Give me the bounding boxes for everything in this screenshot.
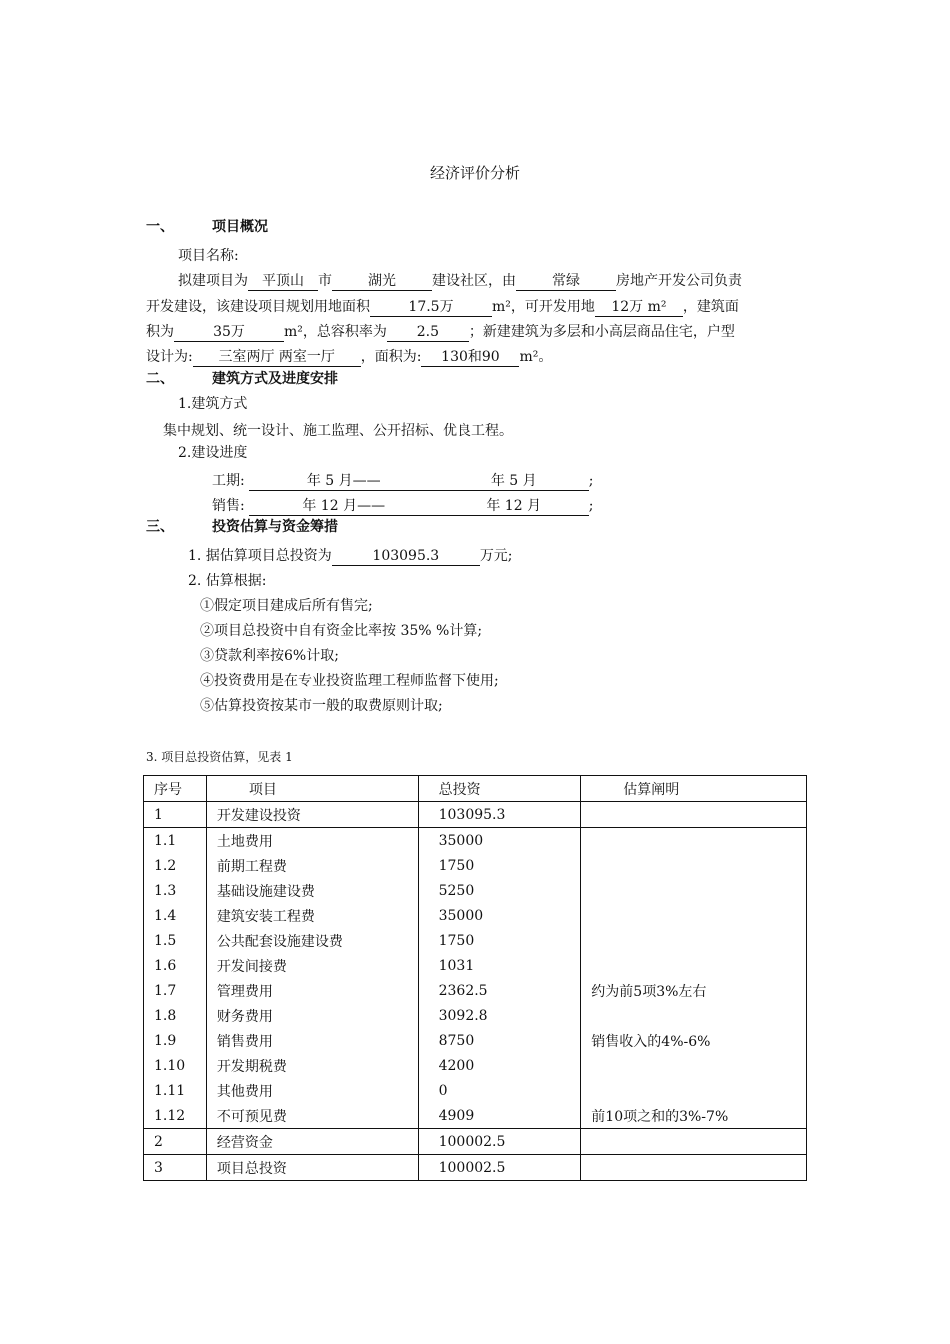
row-number-cell: 1 xyxy=(144,802,207,828)
row-number-cell: 1.7 xyxy=(144,978,207,1003)
developer-field: 常绿 xyxy=(516,272,616,291)
investment-cell: 100002.5 xyxy=(418,1155,581,1181)
sales-period-start: 年 12 月—— xyxy=(249,497,439,516)
note-cell xyxy=(581,853,807,878)
investment-cell: 103095.3 xyxy=(418,802,581,828)
table-row xyxy=(144,802,807,828)
item-name-cell: 其他费用 xyxy=(206,1078,418,1103)
header-cell: 项目 xyxy=(206,776,418,802)
investment-cell: 1750 xyxy=(418,928,581,953)
row-number-cell: 1.10 xyxy=(144,1053,207,1078)
note-cell: 前10项之和的3%-7% xyxy=(581,1103,807,1129)
estimation-basis-heading: 2. 估算根据: xyxy=(188,573,267,589)
section-3-number: 三、 xyxy=(146,519,174,535)
row-number-cell: 3 xyxy=(144,1155,207,1181)
note-cell xyxy=(581,878,807,903)
note-cell: 约为前5项3%左右 xyxy=(581,978,807,1003)
table-row xyxy=(144,1155,807,1181)
section-1-number: 一、 xyxy=(146,219,174,235)
row-number-cell: 1.8 xyxy=(144,1003,207,1028)
developable-land-field: 12万 m² xyxy=(595,298,683,317)
item-name-cell: 经营资金 xyxy=(206,1129,418,1155)
basis-item-2: ②项目总投资中自有资金比率按 35% %计算; xyxy=(200,623,483,639)
item-name-cell: 开发建设投资 xyxy=(206,802,418,828)
construction-period-start: 年 5 月—— xyxy=(249,472,439,491)
header-cell: 估算阐明 xyxy=(581,776,807,802)
row-number-cell: 1.3 xyxy=(144,878,207,903)
page-title: 经济评价分析 xyxy=(429,164,520,182)
item-name-cell: 开发间接费 xyxy=(206,953,418,978)
basis-item-4: ④投资费用是在专业投资监理工程师监督下使用; xyxy=(200,673,499,689)
table-caption: 3. 项目总投资估算，见表 1 xyxy=(146,750,293,764)
section-1-heading: 项目概况 xyxy=(212,219,268,235)
row-number-cell: 1.2 xyxy=(144,853,207,878)
table-row xyxy=(144,1103,807,1129)
header-cell: 总投资 xyxy=(418,776,581,802)
construction-period-end: 年 5 月 xyxy=(439,472,589,491)
basis-item-1: ①假定项目建成后所有售完; xyxy=(200,598,373,614)
note-cell xyxy=(581,802,807,828)
investment-cell: 2362.5 xyxy=(418,978,581,1003)
note-cell xyxy=(581,953,807,978)
row-number-cell: 1.4 xyxy=(144,903,207,928)
section-2-heading: 建筑方式及进度安排 xyxy=(212,371,338,387)
investment-cell: 3092.8 xyxy=(418,1003,581,1028)
basis-item-5: ⑤估算投资按某市一般的取费原则计取; xyxy=(200,698,443,714)
row-number-cell: 1.11 xyxy=(144,1078,207,1103)
building-area-field: 35万 xyxy=(174,323,284,342)
table-header-row xyxy=(144,776,807,802)
basis-item-3: ③贷款利率按6%计取; xyxy=(200,648,339,664)
table-row xyxy=(144,878,807,903)
table-row xyxy=(144,1129,807,1155)
sales-period-row: 销售: 年 12 月—— 年 12 月 ; xyxy=(212,498,594,514)
sales-period-end: 年 12 月 xyxy=(439,497,589,516)
project-paragraph-line-3: 积为 35万 m²，总容积率为 2.5 ；新建建筑为多层和小高层商品住宅，户型 xyxy=(146,324,735,340)
investment-cell: 35000 xyxy=(418,828,581,854)
table-row xyxy=(144,903,807,928)
row-number-cell: 1.5 xyxy=(144,928,207,953)
item-name-cell: 财务费用 xyxy=(206,1003,418,1028)
table-row xyxy=(144,1003,807,1028)
item-name-cell: 建筑安装工程费 xyxy=(206,903,418,928)
investment-cell: 4909 xyxy=(418,1103,581,1129)
note-cell xyxy=(581,1053,807,1078)
row-number-cell: 1.9 xyxy=(144,1028,207,1053)
row-number-cell: 1.1 xyxy=(144,828,207,854)
project-paragraph-line-4: 设计为: 三室两厅 两室一厅 ，面积为: 130和90 m²。 xyxy=(146,349,553,365)
row-number-cell: 1.6 xyxy=(144,953,207,978)
investment-cell: 8750 xyxy=(418,1028,581,1053)
item-name-cell: 项目总投资 xyxy=(206,1155,418,1181)
item-name-cell: 不可预见费 xyxy=(206,1103,418,1129)
investment-table xyxy=(143,775,807,1181)
note-cell xyxy=(581,1129,807,1155)
header-cell: 序号 xyxy=(144,776,207,802)
floor-area-ratio-field: 2.5 xyxy=(387,323,469,342)
section-3-heading: 投资估算与资金筹措 xyxy=(212,519,338,535)
city-field: 平顶山 xyxy=(248,272,318,291)
project-paragraph-line-2: 开发建设，该建设项目规划用地面积 17.5万 m²，可开发用地 12万 m² ，建筑面 xyxy=(146,299,739,315)
note-cell xyxy=(581,928,807,953)
total-investment-value: 103095.3 xyxy=(332,547,480,566)
note-cell: 销售收入的4%-6% xyxy=(581,1028,807,1053)
note-cell xyxy=(581,828,807,854)
table-row xyxy=(144,1078,807,1103)
table-row xyxy=(144,1028,807,1053)
construction-period-row: 工期: 年 5 月—— 年 5 月 ; xyxy=(212,473,594,489)
investment-cell: 4200 xyxy=(418,1053,581,1078)
note-cell xyxy=(581,903,807,928)
item-name-cell: 开发期税费 xyxy=(206,1053,418,1078)
item-name-cell: 基础设施建设费 xyxy=(206,878,418,903)
row-number-cell: 1.12 xyxy=(144,1103,207,1129)
project-paragraph-line-1: 拟建项目为 平顶山 市 湖光 建设社区，由 常绿 房地产开发公司负责 xyxy=(178,273,742,289)
total-investment-line: 1. 据估算项目总投资为 103095.3 万元; xyxy=(188,548,513,564)
unit-area-field: 130和90 xyxy=(421,348,519,367)
investment-cell: 100002.5 xyxy=(418,1129,581,1155)
construction-schedule-heading: 2.建设进度 xyxy=(178,445,248,461)
investment-cell: 0 xyxy=(418,1078,581,1103)
table-row xyxy=(144,828,807,854)
item-name-cell: 销售费用 xyxy=(206,1028,418,1053)
investment-cell: 1750 xyxy=(418,853,581,878)
table-row xyxy=(144,978,807,1003)
table-row xyxy=(144,953,807,978)
land-area-field: 17.5万 xyxy=(370,298,492,317)
table-row xyxy=(144,1053,807,1078)
item-name-cell: 公共配套设施建设费 xyxy=(206,928,418,953)
note-cell xyxy=(581,1078,807,1103)
project-name-label: 项目名称: xyxy=(178,248,239,264)
unit-layout-field: 三室两厅 两室一厅 xyxy=(193,348,361,367)
note-cell xyxy=(581,1003,807,1028)
construction-method-heading: 1.建筑方式 xyxy=(178,396,248,412)
item-name-cell: 前期工程费 xyxy=(206,853,418,878)
investment-cell: 5250 xyxy=(418,878,581,903)
investment-cell: 1031 xyxy=(418,953,581,978)
row-number-cell: 2 xyxy=(144,1129,207,1155)
note-cell xyxy=(581,1155,807,1181)
item-name-cell: 土地费用 xyxy=(206,828,418,854)
item-name-cell: 管理费用 xyxy=(206,978,418,1003)
section-2-number: 二、 xyxy=(146,371,174,387)
construction-method-text: 集中规划、统一设计、施工监理、公开招标、优良工程。 xyxy=(163,423,513,439)
table-row xyxy=(144,853,807,878)
table-row xyxy=(144,928,807,953)
community-field: 湖光 xyxy=(332,272,432,291)
investment-cell: 35000 xyxy=(418,903,581,928)
